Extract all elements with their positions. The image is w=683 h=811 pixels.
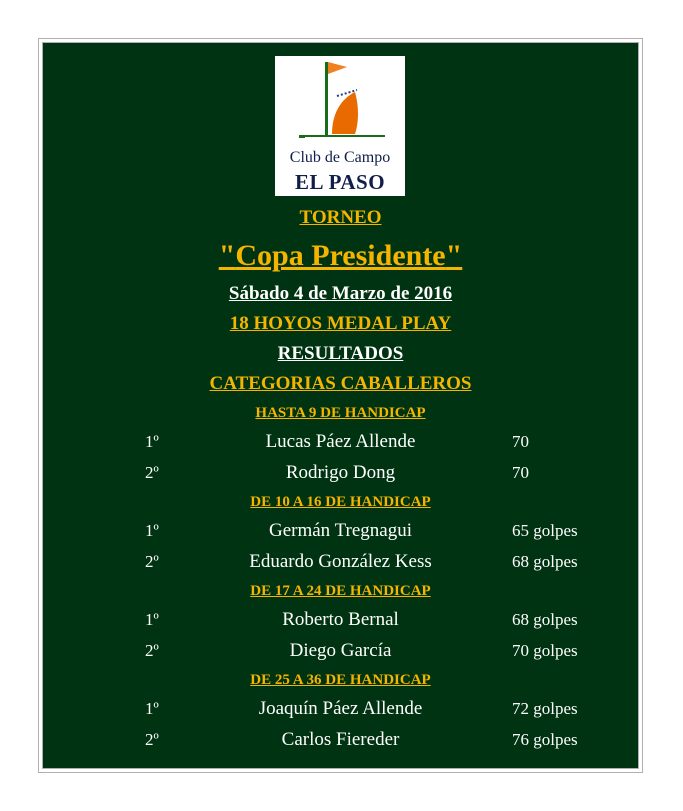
title-open-quote: " xyxy=(218,239,236,272)
table-row xyxy=(43,729,638,755)
title-text: Copa Presidente xyxy=(235,239,446,272)
position: 1º xyxy=(145,699,159,718)
inner-frame xyxy=(42,42,639,769)
tournament-format: 18 HOYOS MEDAL PLAY xyxy=(229,313,452,334)
score: 70 golpes xyxy=(512,641,578,660)
table-row xyxy=(43,551,638,577)
player-name: Germán Tregnagui xyxy=(268,520,412,541)
club-logo xyxy=(275,56,405,196)
table-row xyxy=(43,640,638,666)
outer-frame xyxy=(38,38,643,773)
title-close-quote: " xyxy=(445,239,463,272)
position: 2º xyxy=(145,552,159,571)
results-panel xyxy=(43,43,638,768)
score: 65 golpes xyxy=(512,521,578,540)
score: 68 golpes xyxy=(512,552,578,571)
position: 1º xyxy=(145,432,159,451)
player-name: Joaquín Páez Allende xyxy=(258,698,423,719)
group-heading: HASTA 9 DE HANDICAP xyxy=(255,405,426,421)
category-heading: CATEGORIAS CABALLEROS xyxy=(209,373,472,394)
score: 70 xyxy=(512,463,529,482)
player-name: Roberto Bernal xyxy=(282,609,399,630)
player-name: Lucas Páez Allende xyxy=(265,431,416,452)
results-heading: RESULTADOS xyxy=(277,343,404,364)
player-name: Rodrigo Dong xyxy=(285,462,396,483)
table-row xyxy=(43,462,638,488)
logo-text-club: Club de Campo xyxy=(289,149,391,166)
player-name: Diego García xyxy=(289,640,392,661)
table-row xyxy=(43,609,638,635)
position: 1º xyxy=(145,521,159,540)
tournament-date: Sábado 4 de Marzo de 2016 xyxy=(228,283,453,304)
group-heading: DE 10 A 16 DE HANDICAP xyxy=(250,494,431,510)
position: 2º xyxy=(145,463,159,482)
score: 68 golpes xyxy=(512,610,578,629)
table-row xyxy=(43,698,638,724)
player-name: Carlos Fiereder xyxy=(281,729,400,750)
table-row xyxy=(43,520,638,546)
score: 70 xyxy=(512,432,529,451)
player-name: Eduardo González Kess xyxy=(249,551,432,572)
group-heading: DE 17 A 24 DE HANDICAP xyxy=(250,583,431,599)
score: 72 golpes xyxy=(512,699,578,718)
position: 1º xyxy=(145,610,159,629)
score: 76 golpes xyxy=(512,730,578,749)
group-heading: DE 25 A 36 DE HANDICAP xyxy=(250,672,431,688)
logo-text-name: EL PASO xyxy=(294,170,386,194)
tournament-title xyxy=(43,239,638,273)
position: 2º xyxy=(145,641,159,660)
position: 2º xyxy=(145,730,159,749)
table-row xyxy=(43,431,638,457)
torneo-label: TORNEO xyxy=(299,207,382,228)
